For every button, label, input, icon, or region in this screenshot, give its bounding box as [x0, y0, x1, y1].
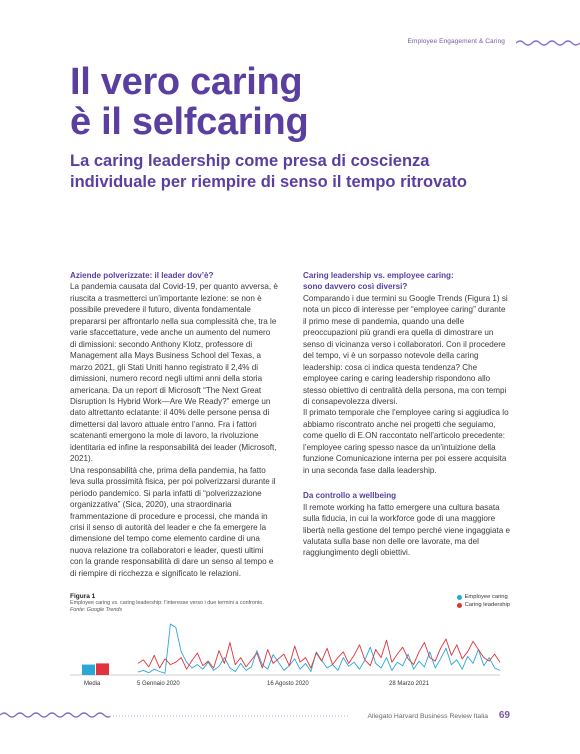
title-line-1: Il vero caring	[70, 61, 303, 103]
article-subtitle: La caring leadership come presa di coscienza individuale per riempire di senso il tempo ritrovato	[70, 152, 468, 191]
caption-text: Employee caring vs. caring leadership: l’interesse verso i due termini a confronto.	[70, 600, 264, 606]
x-tick-label: Media	[84, 681, 101, 687]
left-column	[70, 270, 278, 579]
x-tick-label: 16 Agosto 2020	[267, 681, 309, 687]
paragraph: Il remote working ha fatto emergere una cultura basata sulla fiducia, in cui la workforce gode di una maggiore libertà nella gestione del tempo perché viene ingaggiata e valutata sulla base non delle ore lavorate, ma del raggiungimento degli obiettivi.	[303, 502, 510, 558]
decorative-wave-header	[516, 38, 580, 48]
decorative-wave-footer	[0, 710, 110, 720]
decorative-dotted-line	[110, 712, 350, 720]
section-heading-caring	[303, 270, 511, 293]
series-line	[138, 624, 500, 673]
title-line-2: è il selfcaring	[70, 101, 309, 143]
paragraph: Il primato temporale che l’employee caring si aggiudica lo abbiamo riscontrato anche nei progetti che seguiamo, come quello di E.ON raccontato nell’articolo precedente: l’employee caring spesso nasce da un’intuizione della funzione Comunicazione interna per poi essere acquisita in una seconda fase dalla leadership.	[303, 408, 509, 475]
article-title	[70, 62, 308, 142]
legend-label: Employee caring	[464, 594, 508, 600]
trend-chart	[70, 612, 510, 678]
paragraph: Comparando i due termini su Google Trends (Figura 1) si nota un picco di interesse per “employee caring” durante il primo mese di pandemia, quando una delle preoccupazioni più grandi era quella di dimostrare un senso di vicinanza verso i collaboratori. Con il procedere del tempo, vi è un sorpasso notevole della caring leadership: cosa ci indica questa tendenza? Che employee caring e caring leadership rispondono allo stesso obiettivo di centralità della persona, ma con tempi di consapevolezza diversi.	[303, 293, 508, 406]
x-tick-label: 5 Gennaio 2020	[137, 681, 180, 687]
legend-item-leadership	[457, 601, 510, 609]
caption-source: Fonte: Google Trends	[70, 606, 123, 613]
paragraph: La pandemia causata dal Covid-19, per quanto avversa, è riuscita a trasmetterci un’importante lezione: se non è possibile prevedere il futuro, diventa fondamentale prepararsi per affrontarlo nella sua complessità che, tra le varie sfaccettature, vede anche un aumento del numero di dimissioni: secondo Anthony Klotz, professore di Management alla Mays Business School del Texas, a marzo 2021, gli Stati Uniti hanno registrato il 2,4% di dimissioni, numero record negli ultimi anni della storia americana. Da un report di Microsoft “The Next Great Disruption Is Hybrid Work—Are We Ready?” emerge un dato altrettanto eclatante: il 40% delle persone pensa di dimettersi dal lavoro attuale entro l’anno. Fra i fattori scatenanti emergono la mole di lavoro, la rivoluzione identitaria ed infine la responsabilità dei leader (Microsoft, 2021).	[70, 282, 278, 464]
page-number: 69	[498, 710, 510, 721]
x-tick-label: 28 Marzo 2021	[389, 681, 430, 687]
legend-label: Caring leadership	[464, 602, 510, 608]
legend-dot-blue	[457, 595, 462, 600]
legend-dot-red	[457, 603, 462, 608]
average-bar	[96, 663, 109, 675]
heading-line-1: Caring leadership vs. employee caring:	[303, 271, 454, 280]
heading-line-2: sono davvero così diversi?	[303, 282, 408, 292]
chart-legend	[457, 593, 510, 609]
footer-publication: Allegato Harvard Business Review Italia	[367, 713, 488, 720]
legend-item-employee	[457, 593, 510, 601]
paragraph: Una responsabilità che, prima della pandemia, ha fatto leva sulla prossimità fisica, per poi polverizzarsi durante il periodo pandemico. Si parla infatti di “polverizzazione organizzativa” (Sica, 2020), una straordinaria frammentazione di procedure e processi, che manda in crisi il senso di autorità del leader e che fa emergere la dimensione del tempo come elemento cardine di una nuova relazione tra collaboratori e leader, questi ultimi con la grande responsabilità di dare un senso al tempo e di riempire di ricchezza e significato le relazioni.	[70, 465, 276, 578]
series-line	[138, 639, 500, 669]
figure-label: Figura 1	[70, 593, 96, 600]
section-heading-aziende: Aziende polverizzate: il leader dov’è?	[70, 271, 214, 280]
section-heading-wellbeing: Da controllo a wellbeing	[303, 491, 397, 501]
average-bar	[82, 665, 95, 675]
section-label: Employee Engagement & Caring	[407, 38, 505, 45]
right-column	[303, 270, 511, 559]
